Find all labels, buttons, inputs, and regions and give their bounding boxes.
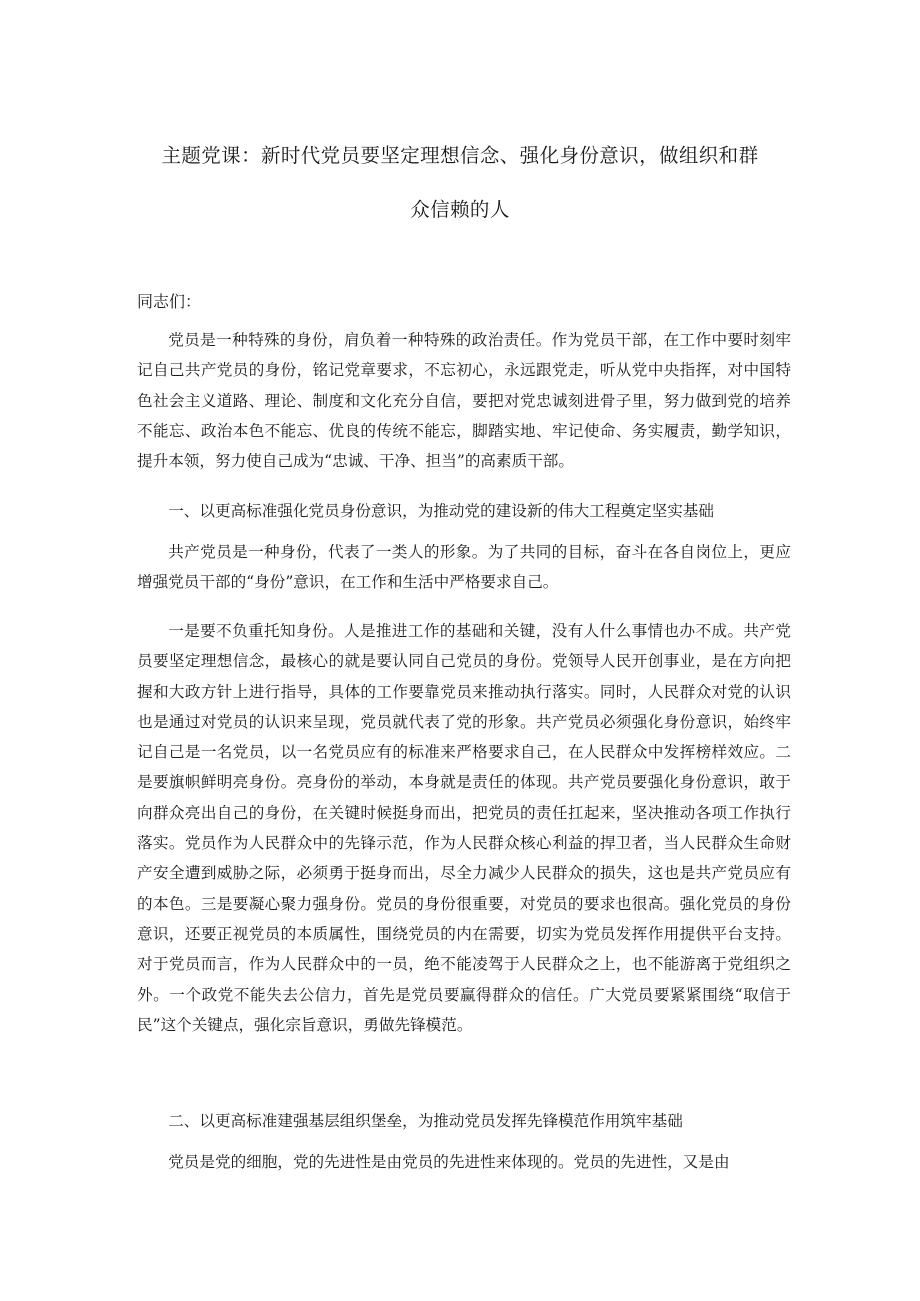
paragraph-identity: 共产党员是一种身份，代表了一类人的形象。为了共同的目标，奋斗在各自岗位上，更应增强党员干部的“身份”意识，在工作和生活中严格要求自己。 xyxy=(137,543,791,592)
salutation: 同志们： xyxy=(137,292,202,311)
section-heading-2: 二、以更高标准建强基层组织堡垒，为推动党员发挥先锋模范作用筑牢基础 xyxy=(168,1112,683,1130)
paragraph-three-points: 一是要不负重托知身份。人是推进工作的基础和关键，没有人什么事情也办不成。共产党员要坚定理想信念，最核心的就是要认同自己党员的身份。党领导人民开创事业，是在方向把握和大政方针上进行指导，具体的工作要靠党员来推动执行落实。同时，人民群众对党的认识也是通过对党员的认识来呈现，党员就代表了党的形象。共产党员必须强化身份意识，始终牢记自己是一名党员，以一名党员应有的标准来严格要求自己，在人民群众中发挥榜样效应。二是要旗帜鲜明亮身份。亮身份的举动，本身就是责任的体现。共产党员要强化身份意识，敢于向群众亮出自己的身份，在关键时候挺身而出，把党员的责任扛起来，坚决推动各项工作执行落实。党员作为人民群众中的先锋示范，作为人民群众核心利益的捍卫者，当人民群众生命财产安全遭到威胁之际，必须勇于挺身而出，尽全力减少人民群众的损失，这也是共产党员应有的本色。三是要凝心聚力强身份。党员的身份很重要，对党员的要求也很高。强化党员的身份意识，还要正视党员的本质属性，围绕党员的内在需要，切实为党员发挥作用提供平台支持。对于党员而言，作为人民群众中的一员，绝不能凌驾于人民群众之上，也不能游离于党组织之外。一个政党不能失去公信力，首先是党员要赢得群众的信任。广大党员要紧紧围绕“取信于民”这个关键点，强化宗旨意识，勇做先锋模范。 xyxy=(137,622,791,1034)
document-title-line-1: 主题党课：新时代党员要坚定理想信念、强化身份意识，做组织和群 xyxy=(161,144,759,167)
paragraph-intro: 党员是一种特殊的身份，肩负着一种特殊的政治责任。作为党员干部，在工作中要时刻牢记自己共产党员的身份，铭记党章要求，不忘初心，永远跟党走，听从党中央指挥，对中国特色社会主义道路、理论、制度和文化充分自信，要把对党忠诚刻进骨子里，努力做到党的培养不能忘、政治本色不能忘、优良的传统不能忘，脚踏实地、牢记使命、务实履责，勤学知识，提升本领，努力使自己成为“忠诚、干净、担当”的高素质干部。 xyxy=(137,331,791,471)
document-title-line-2: 众信赖的人 xyxy=(410,198,510,221)
section-heading-1: 一、以更高标准强化党员身份意识，为推动党的建设新的伟大工程奠定坚实基础 xyxy=(168,502,714,520)
paragraph-cell: 党员是党的细胞，党的先进性是由党员的先进性来体现的。党员的先进性，又是由 xyxy=(168,1153,730,1171)
